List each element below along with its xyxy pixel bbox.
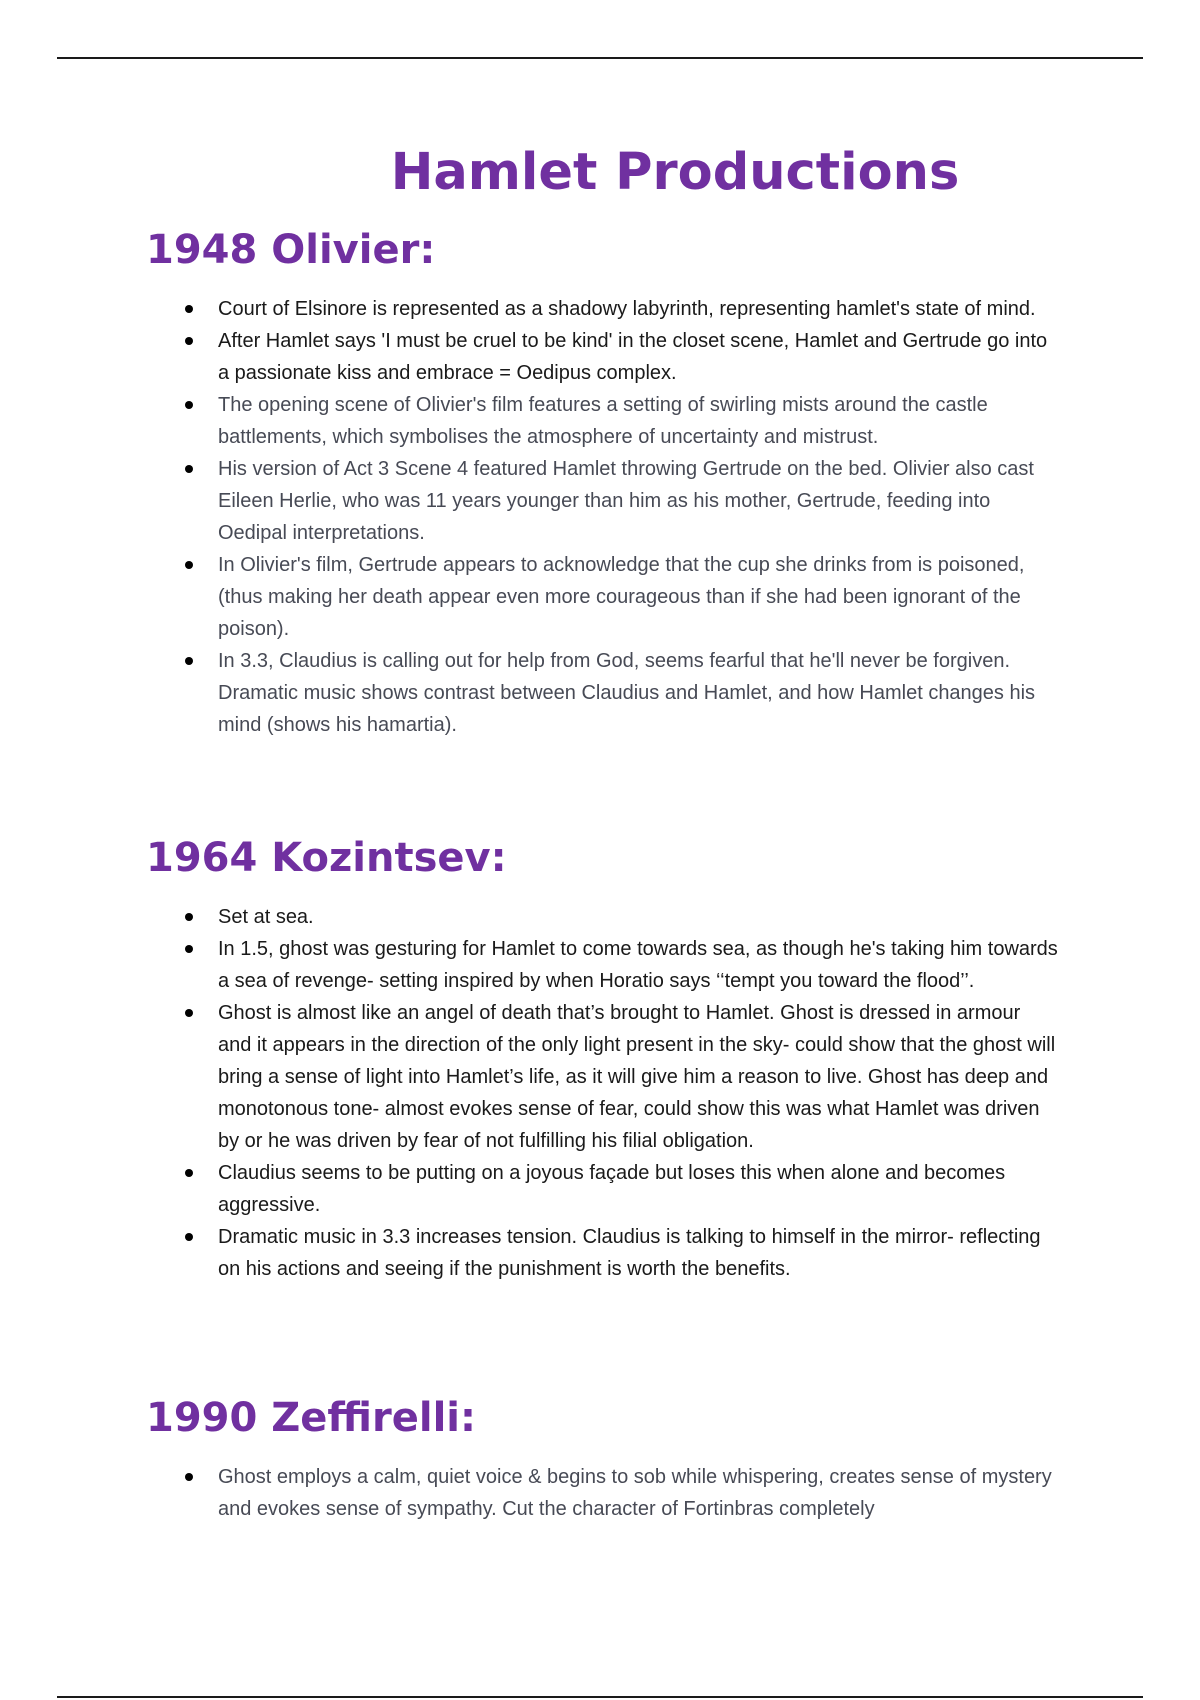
list-item: The opening scene of Olivier's film features a setting of swirling mists around the castle battlements, which symbolises the atmosphere of uncertainty and mistrust. [218, 389, 1058, 453]
section-heading-kozintsev: 1964 Kozintsev: [146, 835, 507, 881]
list-item: In 1.5, ghost was gesturing for Hamlet to come towards sea, as though he's taking him towards a sea of revenge- setting inspired by when Horatio says ‘‘tempt you toward the flood’’. [218, 933, 1058, 997]
list-item: His version of Act 3 Scene 4 featured Hamlet throwing Gertrude on the bed. Olivier also cast Eileen Herlie, who was 11 years younger than him as his mother, Gertrude, feeding into Oedipal interpretations. [218, 453, 1058, 549]
page-title: Hamlet Productions [390, 143, 960, 202]
list-item: After Hamlet says 'I must be cruel to be kind' in the closet scene, Hamlet and Gertrude go into a passionate kiss and embrace = Oedipus complex. [218, 325, 1058, 389]
list-item: In Olivier's film, Gertrude appears to acknowledge that the cup she drinks from is poisoned, (thus making her death appear even more courageous than if she had been ignorant of the poison). [218, 549, 1058, 645]
list-item: In 3.3, Claudius is calling out for help from God, seems fearful that he'll never be forgiven. Dramatic music shows contrast between Claudius and Hamlet, and how Hamlet changes his mind (shows his hamartia). [218, 645, 1058, 741]
bullet-list-olivier [218, 293, 1058, 741]
bullet-list-zeffirelli [218, 1461, 1058, 1525]
list-item: Ghost employs a calm, quiet voice & begins to sob while whispering, creates sense of mystery and evokes sense of sympathy. Cut the character of Fortinbras completely [218, 1461, 1058, 1525]
list-item: Court of Elsinore is represented as a shadowy labyrinth, representing hamlet's state of mind. [218, 293, 1058, 325]
list-item: Dramatic music in 3.3 increases tension. Claudius is talking to himself in the mirror- reflecting on his actions and seeing if the punishment is worth the benefits. [218, 1221, 1058, 1285]
list-item: Set at sea. [218, 901, 1058, 933]
bullet-list-kozintsev [218, 901, 1058, 1285]
section-heading-olivier: 1948 Olivier: [146, 227, 436, 273]
list-item: Ghost is almost like an angel of death that’s brought to Hamlet. Ghost is dressed in armour and it appears in the direction of the only light present in the sky- could show that the ghost will bring a sense of light into Hamlet’s life, as it will give him a reason to live. Ghost has deep and monotonous tone- almost evokes sense of fear, could show this was what Hamlet was driven by or he was driven by fear of not fulfilling his filial obligation. [218, 997, 1058, 1157]
bottom-rule [57, 1696, 1143, 1698]
top-rule [57, 57, 1143, 59]
list-item: Claudius seems to be putting on a joyous façade but loses this when alone and becomes aggressive. [218, 1157, 1058, 1221]
section-heading-zeffirelli: 1990 Zeffirelli: [146, 1395, 476, 1441]
